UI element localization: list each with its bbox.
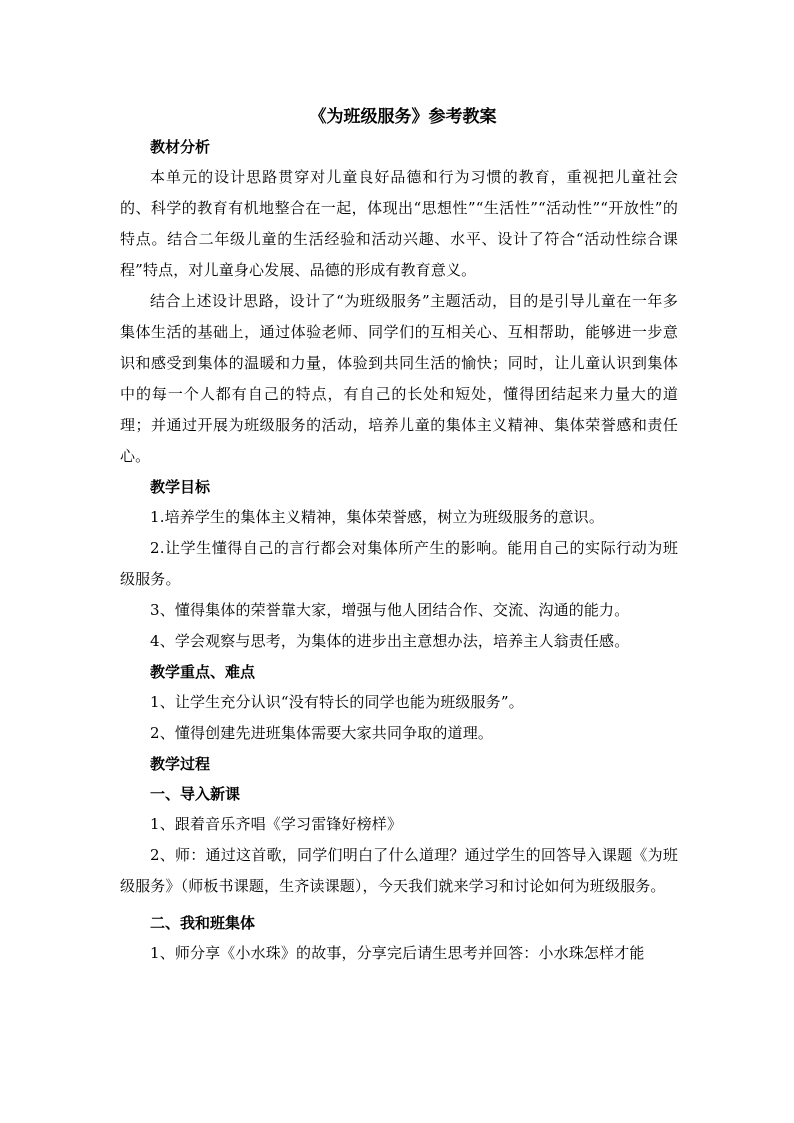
section-heading-teaching-goals: 教学目标: [150, 478, 211, 496]
section-heading-textbook-analysis: 教材分析: [150, 138, 211, 156]
document-title: 《为班级服务》参考教案: [309, 107, 497, 127]
list-item: 2.让学生懂得自己的言行都会对集体所产生的影响。能用自己的实际行动为班级服务。: [120, 539, 678, 588]
list-item: 2、懂得创建先进班集体需要大家共同争取的道理。: [150, 724, 493, 742]
section-heading-key-points: 教学重点、难点: [150, 663, 256, 681]
list-item: 1、让学生充分认识“没有特长的同学也能为班级服务”。: [150, 693, 524, 711]
list-item: 4、学会观察与思考，为集体的进步出主意想办法，培养主人翁责任感。: [150, 632, 630, 650]
paragraph: 本单元的设计思路贯穿对儿童良好品德和行为习惯的教育，重视把儿童社会的、科学的教育有机地整合在一起，体现出“思想性”“生活性”“活动性”“开放性”的特点。结合二年级儿童的生活经验和活动兴趣、水平、设计了符合“活动性综合课程”特点，对儿童身心发展、品德的形成有教育意义。: [120, 168, 678, 279]
document-page: [120, 102, 678, 969]
list-item: 1、师分享《小水珠》的故事，分享完后请生思考并回答：小水珠怎样才能: [150, 944, 645, 962]
list-item: 3、懂得集体的荣誉靠大家，增强与他人团结合作、交流、沟通的能力。: [150, 601, 630, 619]
subsection-heading-introduction: 一、导入新课: [150, 785, 241, 803]
subsection-heading-me-and-class: 二、我和班集体: [150, 914, 256, 932]
list-item: 1.培养学生的集体主义精神，集体荣誉感，树立为班级服务的意识。: [150, 508, 604, 526]
list-item: 2、师：通过这首歌，同学们明白了什么道理？通过学生的回答导入课题《为班级服务》（师板书课题，生齐读课题），今天我们就来学习和讨论如何为班级服务。: [120, 846, 678, 895]
section-heading-teaching-process: 教学过程: [150, 755, 211, 773]
list-item: 1、跟着音乐齐唱《学习雷锋好榜样》: [150, 815, 403, 833]
paragraph: 结合上述设计思路，设计了“为班级服务”主题活动，目的是引导儿童在一年多集体生活的基础上，通过体验老师、同学们的互相关心、互相帮助，能够进一步意识和感受到集体的温暖和力量，体验到共同生活的愉快；同时，让儿童认识到集体中的每一个人都有自己的特点，有自己的长处和短处，懂得团结起来力量大的道理；并通过开展为班级服务的活动，培养儿童的集体主义精神、集体荣誉感和责任心。: [120, 292, 678, 465]
